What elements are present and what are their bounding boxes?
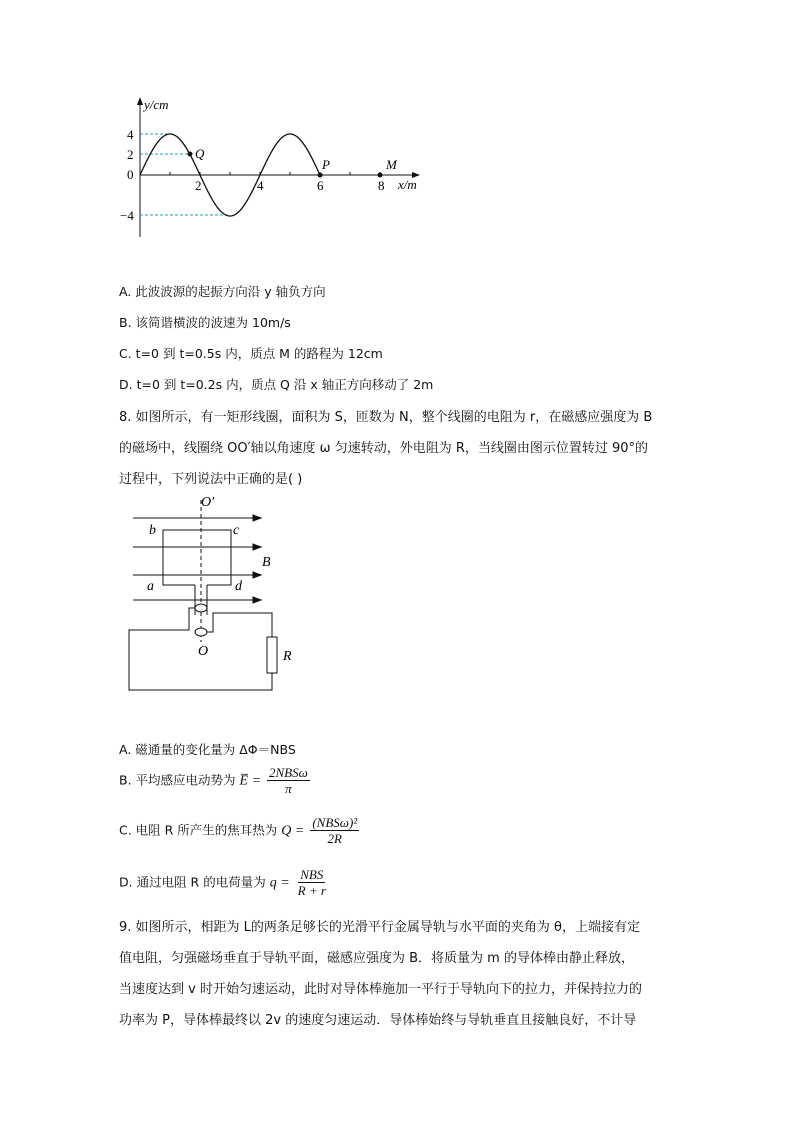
q8-line-1: 8. 如图所示，有一矩形线圈，面积为 S，匝数为 N，整个线圈的电阻为 r，在磁感应强度为 B [119, 410, 653, 425]
label-field-b: B [262, 555, 271, 570]
q7-option-d: D. t=0 到 t=0.2s 内，质点 Q 沿 x 轴正方向移动了 2m [119, 377, 434, 392]
q8-option-a: A. 磁通量的变化量为 ΔΦ＝NBS [119, 742, 296, 757]
q8-line-3: 过程中，下列说法中正确的是( ) [119, 472, 303, 487]
x-tick-8: 8 [378, 178, 385, 193]
q8-option-b-lhs: E̅ = [239, 773, 262, 789]
fraction-denominator: 2R [327, 831, 342, 846]
q8-option-b-fraction [267, 766, 310, 796]
q9-line-2: 值电阻，匀强磁场垂直于导轨平面，磁感应强度为 B．将质量为 m 的导体棒由静止释放， [119, 951, 634, 966]
q8-option-d-lhs: q = [269, 875, 290, 891]
y-axis-label: y/cm [144, 97, 169, 112]
q8-option-b [119, 766, 310, 796]
point-m-dot [378, 173, 383, 178]
q9-line-4: 功率为 P，导体棒最终以 2v 的速度匀速运动．导体棒始终与导轨垂直且接触良好，不计导 [119, 1013, 637, 1028]
fraction-denominator: π [285, 781, 292, 796]
q8-option-c [119, 816, 359, 846]
x-axis-label: x/m [398, 177, 417, 192]
q7-option-c: C. t=0 到 t=0.5s 内，质点 M 的路程为 12cm [119, 346, 383, 361]
point-m-label: M [386, 157, 397, 172]
label-o: O [198, 644, 209, 659]
fraction-numerator: NBS [300, 867, 324, 882]
coil-figure [125, 490, 305, 695]
point-p-label: P [322, 157, 330, 172]
q8-option-b-text: B. 平均感应电动势为 [119, 772, 236, 788]
q8-line-2: 的磁场中，线圈绕 OO′轴以角速度 ω 匀速转动，外电阻为 R，当线圈由图示位置转过 90°的 [119, 441, 649, 456]
q8-option-c-lhs: Q = [281, 823, 305, 839]
label-resistor: R [283, 649, 292, 664]
label-b-corner: b [149, 523, 156, 538]
fraction-denominator: R + r [297, 883, 326, 898]
resistor-r [267, 637, 277, 673]
x-tick-2: 2 [195, 178, 202, 193]
q9-line-1: 9. 如图所示，相距为 L的两条足够长的光滑平行金属导轨与水平面的夹角为 θ，上端接有定 [119, 920, 640, 935]
slip-ring-top [195, 604, 207, 612]
coil [163, 530, 231, 615]
point-q-dot [188, 152, 193, 157]
q9-line-3: 当速度达到 v 时开始匀速运动，此时对导体棒施加一平行于导轨向下的拉力，并保持拉力的 [119, 982, 642, 997]
label-o-prime: O′ [201, 495, 215, 510]
q8-option-d-fraction [296, 868, 328, 898]
wave-figure [110, 95, 430, 245]
y-tick-4: 4 [127, 127, 134, 142]
y-tick-0: 0 [127, 167, 134, 182]
fraction-numerator: (NBSω)² [312, 815, 358, 830]
q7-option-b: B. 该简谐横波的波速为 10m/s [119, 315, 291, 330]
fraction-numerator: 2NBSω [269, 765, 308, 780]
q8-option-c-text: C. 电阻 R 所产生的焦耳热为 [119, 822, 278, 838]
label-c-corner: c [233, 523, 240, 538]
label-a-corner: a [147, 579, 154, 594]
q7-option-a: A. 此波波源的起振方向沿 y 轴负方向 [119, 284, 326, 299]
slip-ring-bottom [195, 628, 207, 636]
point-q-label: Q [195, 146, 205, 161]
q8-option-d [119, 868, 328, 898]
q8-option-d-text: D. 通过电阻 R 的电荷量为 [119, 874, 266, 890]
point-p-dot [318, 173, 323, 178]
q8-option-c-fraction [310, 816, 359, 846]
y-tick-2: 2 [127, 147, 134, 162]
label-d-corner: d [235, 579, 242, 594]
x-tick-4: 4 [257, 178, 264, 193]
y-tick-minus4: −4 [120, 208, 134, 223]
y-axis-arrow [137, 97, 143, 105]
x-tick-6: 6 [317, 178, 324, 193]
